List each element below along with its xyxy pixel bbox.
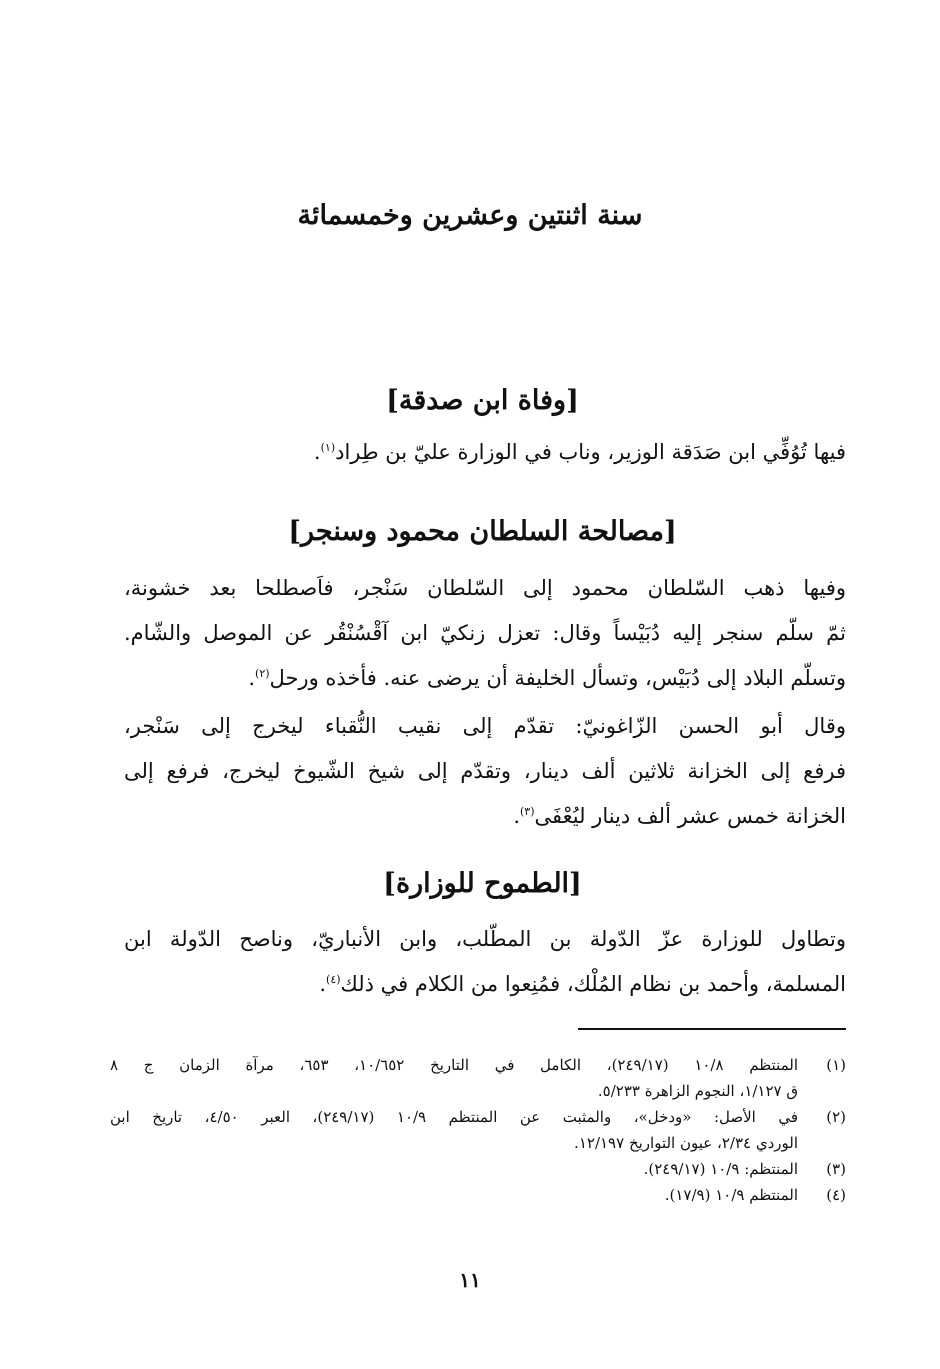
paragraph-line: وقال أبو الحسن الزّاغونيّ: تقدّم إلى نقيب النُّقباء ليخرج إلى سَنْجر، [124,714,846,738]
paragraph [124,917,846,1007]
paragraph-line: وتطاول للوزارة عزّ الدّولة بن المطّلب، وابن الأنباريّ، وناصح الدّولة ابن [124,927,846,951]
section-heading-ambition-vizierate: [الطموح للوزارة] [383,868,582,899]
footnote-line: المنتظم: ١٠/٩ (٢٤٩/١٧). [643,1160,798,1178]
paragraph [124,566,846,701]
paragraph-line: الخزانة خمس عشر ألف دينار ليُعْفَى$^{(٣)}$. [513,804,846,828]
footnote-line: ق ١/١٢٧، النجوم الزاهرة ٥/٢٣٣. [597,1082,798,1100]
footnote-separator [578,1028,846,1030]
paragraph-line: وتسلّم البلاد إلى دُبَيْس، وتسأل الخليفة أن يرضى عنه. فأخذه ورحل$^{(٢)}$. [248,666,846,690]
page-number: ١١ [459,1268,481,1292]
footnotes [110,1052,846,1208]
paragraph-line: فيها تُوُفِّي ابن صَدَقة الوزير، وناب في الوزارة عليّ بن طِراد$^{(١)}$. [313,440,846,464]
footnote-number: (٢) [826,1108,846,1126]
footnote-number: (١) [826,1056,846,1074]
footnote-ref: (٢) [255,667,270,680]
footnote-item [110,1052,846,1104]
paragraph [124,704,846,839]
footnote-line: المنتظم ١٠/٨ (٢٤٩/١٧)، الكامل في التاريخ ١٠/٦٥٢، ٦٥٣، مرآة الزمان ج ٨ [110,1056,798,1074]
paragraph-line: ثمّ سلّم سنجر إليه دُبَيْساً وقال: تعزل زنكيّ ابن آقْسُنْقُر عن الموصل والشّام. [124,621,846,645]
footnote-ref: (٣) [520,805,535,818]
paragraph-line: المسلمة، وأحمد بن نظام المُلْك، فمُنِعوا من الكلام في ذلك$^{(٤)}$. [319,972,846,996]
paragraph-line: وفيها ذهب السّلطان محمود إلى السّلطان سَنْجر، فاَصطلحا بعد خشونة، [124,576,846,600]
footnote-item [110,1156,846,1182]
footnote-ref: (١) [320,441,336,454]
footnote-line: في الأصل: «ودخل»، والمثبت عن المنتظم ١٠/٩ (٢٤٩/١٧)، العبر ٤/٥٠، تاريخ ابن [110,1108,798,1126]
footnote-line: الوردي ٢/٣٤، عيون التواريخ ١٢/١٩٧. [574,1134,798,1152]
paragraph [124,430,846,475]
footnote-item [110,1182,846,1208]
footnote-number: (٤) [826,1186,846,1204]
section-heading-reconciliation: [مصالحة السلطان محمود وسنجر] [288,516,677,547]
year-title: سنة اثنتين وعشرين وخمسمائة [297,200,643,231]
footnote-item [110,1104,846,1156]
footnote-ref: (٤) [326,973,341,986]
section-heading-death-ibn-sadaqa: [وفاة ابن صدقة] [386,385,579,416]
footnote-number: (٣) [826,1160,846,1178]
paragraph-line: فرفع إلى الخزانة ثلاثين ألف دينار، وتقدّم إلى شيخ الشّيوخ ليخرج، فرفع إلى [124,759,846,783]
footnote-line: المنتظم ١٠/٩ (١٧/٩). [664,1186,798,1204]
